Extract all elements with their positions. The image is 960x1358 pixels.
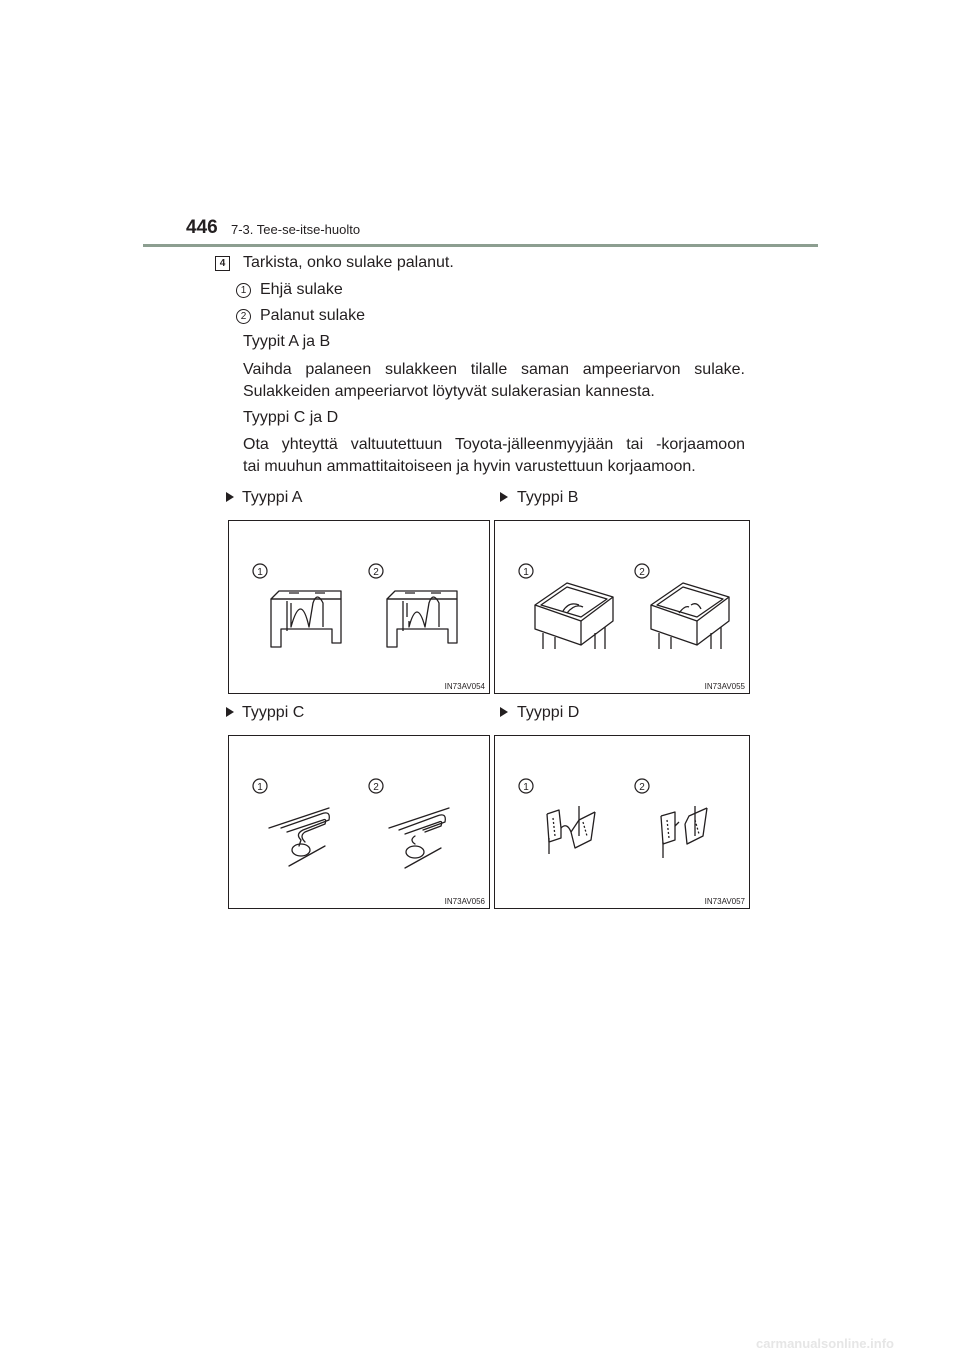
types-cd-text-line2: tai muuhun ammattitaitoiseen ja hyvin varustettuun korjaamoon. bbox=[243, 458, 696, 475]
item-good-fuse: Ehjä sulake bbox=[260, 281, 343, 298]
step-title: Tarkista, onko sulake palanut. bbox=[243, 254, 454, 271]
svg-text:2: 2 bbox=[373, 567, 379, 578]
fuse-type-a-illustration bbox=[229, 521, 491, 695]
header-rule bbox=[143, 244, 818, 247]
figure-label-type-a: Tyyppi A bbox=[242, 489, 303, 506]
figure-type-c bbox=[228, 735, 490, 909]
figure-code: IN73AV054 bbox=[444, 682, 485, 691]
types-ab-text-line2: Sulakkeiden ampeeriarvot löytyvät sulakerasian kannesta. bbox=[243, 383, 655, 400]
callout-2-marker: 2 bbox=[236, 309, 251, 324]
types-ab-text-line1: Vaihda palaneen sulakkeen tilalle saman ampeeriarvon sulake. bbox=[243, 361, 745, 378]
svg-text:1: 1 bbox=[523, 567, 529, 578]
figure-code: IN73AV056 bbox=[444, 897, 485, 906]
section-title: 7-3. Tee-se-itse-huolto bbox=[231, 222, 361, 237]
callout-1-marker: 1 bbox=[236, 283, 251, 298]
figure-type-d bbox=[494, 735, 750, 909]
figure-code: IN73AV057 bbox=[704, 897, 745, 906]
svg-text:2: 2 bbox=[373, 782, 379, 793]
arrow-right-icon bbox=[226, 707, 234, 717]
figure-label-type-d: Tyyppi D bbox=[517, 704, 580, 721]
types-ab-heading: Tyypit A ja B bbox=[243, 333, 331, 350]
fuse-type-c-illustration bbox=[229, 736, 491, 910]
watermark: carmanualsonline.info bbox=[756, 1336, 894, 1351]
figure-code: IN73AV055 bbox=[704, 682, 745, 691]
step-number-box: 4 bbox=[215, 256, 230, 271]
svg-text:2: 2 bbox=[639, 567, 645, 578]
arrow-right-icon bbox=[500, 492, 508, 502]
fuse-type-b-illustration bbox=[495, 521, 751, 695]
figure-label-type-c: Tyyppi C bbox=[242, 704, 305, 721]
arrow-right-icon bbox=[226, 492, 234, 502]
page-number: 446 bbox=[186, 217, 218, 238]
figure-type-b bbox=[494, 520, 750, 694]
figure-label-type-b: Tyyppi B bbox=[517, 489, 579, 506]
item-blown-fuse: Palanut sulake bbox=[260, 307, 365, 324]
svg-text:1: 1 bbox=[257, 782, 263, 793]
types-cd-text-line1: Ota yhteyttä valtuutettuun Toyota-jälleenmyyjään tai -korjaamoon bbox=[243, 436, 745, 453]
svg-text:2: 2 bbox=[639, 782, 645, 793]
figure-type-a bbox=[228, 520, 490, 694]
svg-text:1: 1 bbox=[257, 567, 263, 578]
arrow-right-icon bbox=[500, 707, 508, 717]
types-cd-heading: Tyyppi C ja D bbox=[243, 409, 339, 426]
svg-text:1: 1 bbox=[523, 782, 529, 793]
fuse-type-d-illustration bbox=[495, 736, 751, 910]
